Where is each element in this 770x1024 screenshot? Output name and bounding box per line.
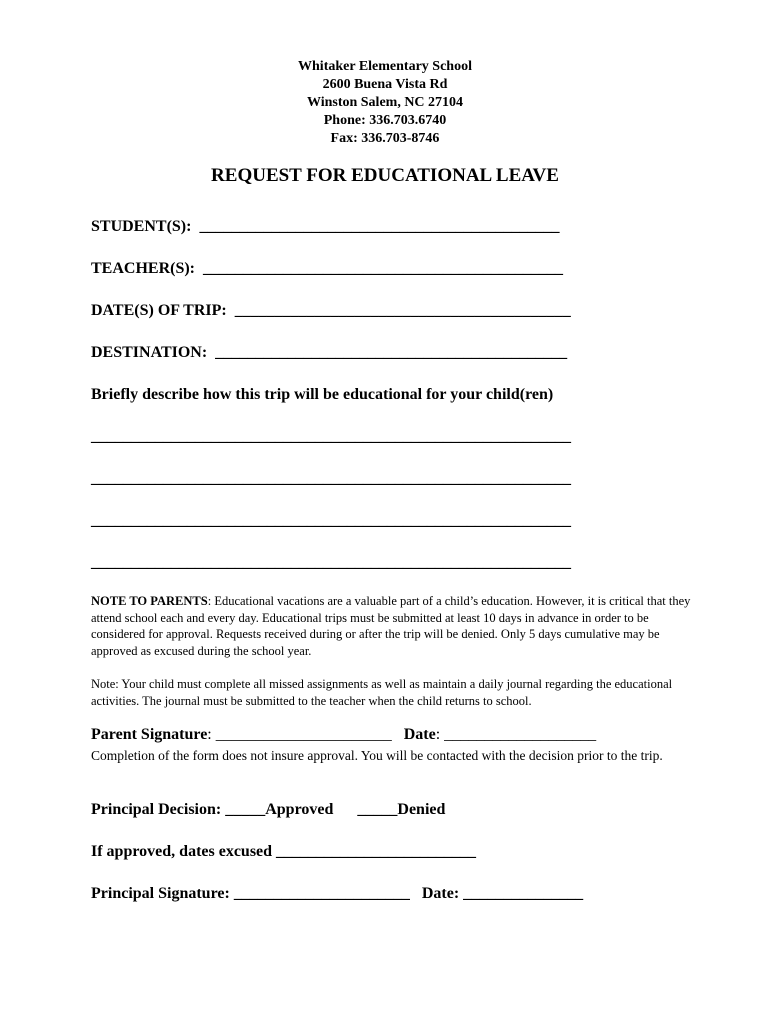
school-fax: Fax: 336.703-8746	[330, 131, 440, 146]
note-to-parents	[91, 593, 691, 659]
trip-dates-blank[interactable]: __________________________________________	[234, 302, 571, 319]
school-name: Whitaker Elementary School	[298, 59, 472, 74]
school-header	[0, 58, 770, 148]
parent-signature-label: Parent Signature	[91, 726, 208, 743]
teachers-blank[interactable]: _____________________________________________	[203, 260, 564, 277]
students-field[interactable]	[91, 218, 559, 236]
teachers-field[interactable]	[91, 260, 563, 278]
note-colon: :	[207, 594, 212, 608]
principal-decision-label: Principal Decision:	[91, 801, 226, 818]
destination-field[interactable]	[91, 344, 567, 362]
trip-dates-label: DATE(S) OF TRIP:	[91, 302, 227, 319]
describe-prompt: Briefly describe how this trip will be educational for your child(ren)	[91, 386, 554, 403]
describe-line-1[interactable]: ____________________________________________________________	[91, 428, 571, 445]
dates-excused-label: If approved, dates excused	[91, 843, 277, 860]
principal-signature-line[interactable]	[91, 885, 583, 903]
school-city: Winston Salem, NC 27104	[306, 95, 464, 110]
principal-signature-label: Principal Signature:	[91, 885, 234, 902]
approved-option[interactable]: _____Approved	[225, 801, 334, 818]
principal-signature-blank[interactable]: ______________________	[233, 885, 410, 902]
parent-signature-colon: :	[207, 726, 212, 743]
teachers-label: TEACHER(S):	[91, 260, 196, 277]
describe-line-3[interactable]: ____________________________________________________________	[91, 512, 571, 529]
school-phone: Phone: 336.703.6740	[323, 113, 447, 128]
principal-decision-line	[91, 801, 445, 819]
parent-signature-blank[interactable]: ______________________	[211, 726, 392, 743]
note-text: Educational vacations are a valuable part of a child’s education. However, it is critical that they attend school each and every day. Educational trips must be submitted at least 10 days in advance in order to be considered for approval. Requests received during or after the trip will be denied. Only 5 days cumulative may be approved as excused during the school year.	[91, 594, 691, 658]
form-title: REQUEST FOR EDUCATIONAL LEAVE	[211, 165, 559, 186]
completion-notice: Completion of the form does not insure approval. You will be contacted with the decision prior to the trip.	[91, 748, 663, 763]
principal-date-blank[interactable]: _______________	[463, 885, 584, 902]
describe-line-4[interactable]: ____________________________________________________________	[91, 554, 571, 571]
parent-date-label: Date	[403, 726, 436, 743]
parent-date-blank[interactable]: : ___________________	[435, 726, 597, 743]
describe-line-2[interactable]: ____________________________________________________________	[91, 470, 571, 487]
dates-excused-blank[interactable]: _________________________	[276, 843, 477, 860]
destination-blank[interactable]: ____________________________________________	[215, 344, 568, 361]
destination-label: DESTINATION:	[91, 344, 208, 361]
dates-excused-line[interactable]	[91, 843, 476, 861]
parent-signature-line[interactable]	[91, 726, 596, 744]
trip-dates-field[interactable]	[91, 302, 571, 320]
students-label: STUDENT(S):	[91, 218, 192, 235]
note-heading: NOTE TO PARENTS	[91, 594, 208, 608]
principal-date-label: Date:	[421, 885, 464, 902]
students-blank[interactable]: _____________________________________________	[199, 218, 560, 235]
denied-option[interactable]: _____Denied	[357, 801, 446, 818]
school-street: 2600 Buena Vista Rd	[322, 77, 448, 92]
journal-note: Note: Your child must complete all missed assignments as well as maintain a daily journal regarding the educational activities. The journal must be submitted to the teacher when the child returns to school.	[91, 677, 673, 708]
